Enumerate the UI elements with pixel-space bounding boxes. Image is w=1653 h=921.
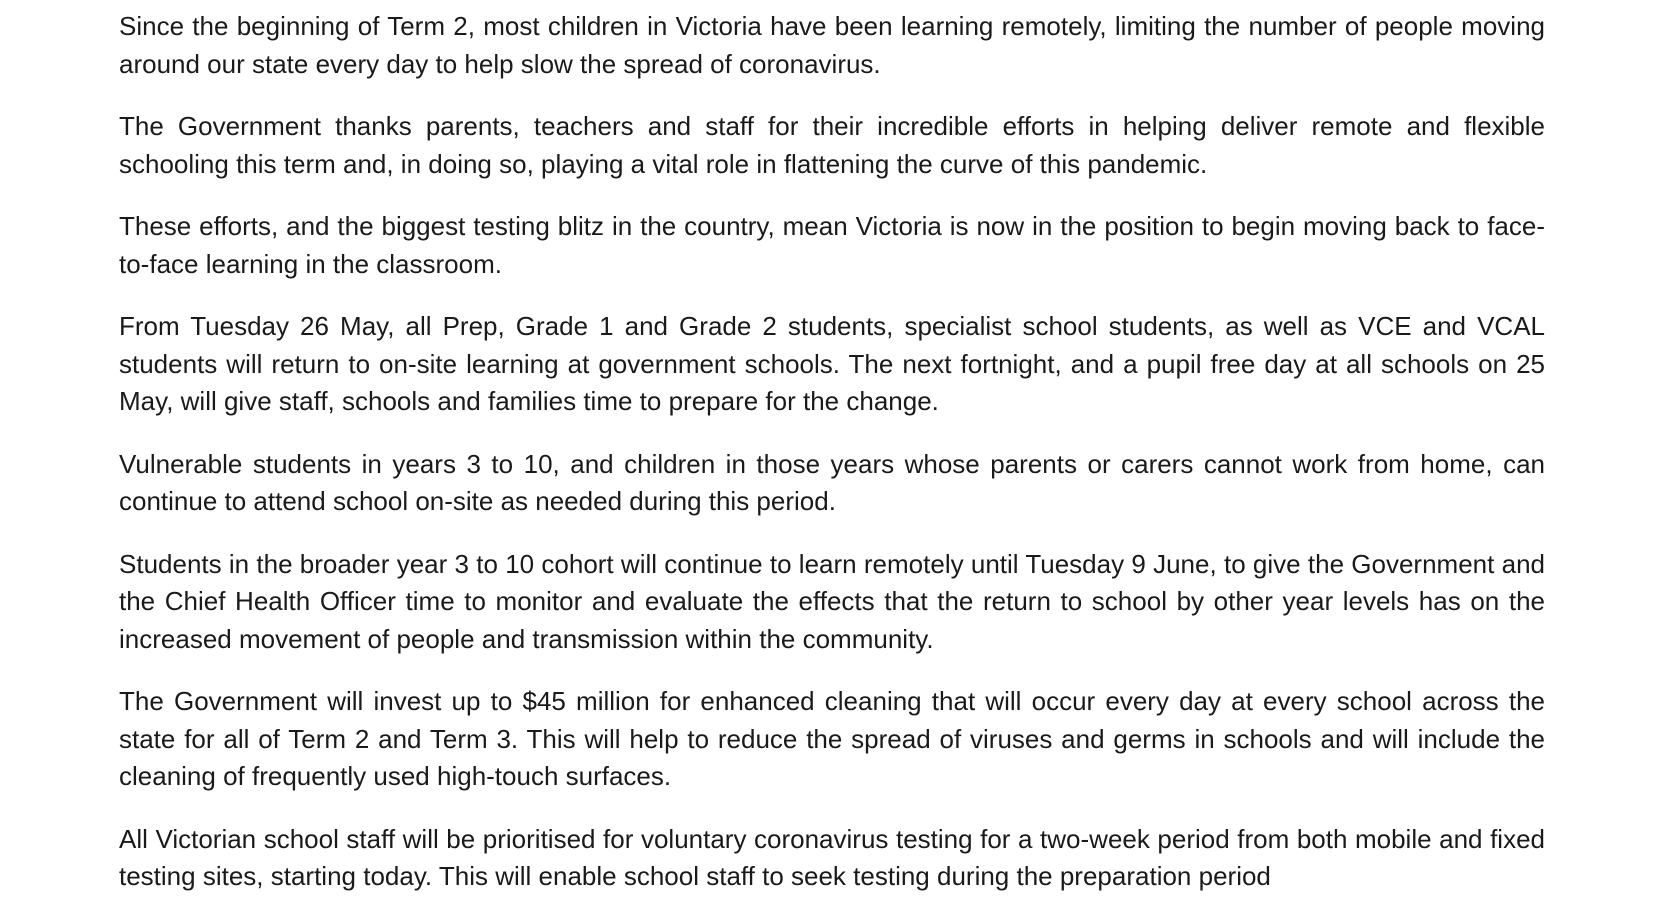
paragraph-term2-remote-learning: Since the beginning of Term 2, most children in Victoria have been learning remotely, limiting the number of people moving around our state every day to help slow the spread of coronavirus. (119, 11, 1545, 79)
paragraph-return-date: From Tuesday 26 May, all Prep, Grade 1 and Grade 2 students, specialist school students, as well as VCE and VCAL students will return to on-site learning at government schools. The next fortnight, and a pupil free day at all schools on 25 May, will give staff, schools and families time to prepare for the change. (119, 311, 1545, 416)
paragraph-testing-blitz: These efforts, and the biggest testing blitz in the country, mean Victoria is now in the position to begin moving back to face-to-face learning in the classroom. (119, 211, 1545, 279)
paragraph-vulnerable-students: Vulnerable students in years 3 to 10, and children in those years whose parents or carers cannot work from home, can continue to attend school on-site as needed during this period. (119, 448, 1545, 516)
document-body (119, 8, 1545, 921)
paragraph-enhanced-cleaning: The Government will invest up to $45 million for enhanced cleaning that will occur every day at every school across the state for all of Term 2 and Term 3. This will help to reduce the spread of viruses and germs in schools and will include the cleaning of frequently used high-touch surfaces. (119, 686, 1545, 791)
paragraph-government-thanks: The Government thanks parents, teachers and staff for their incredible efforts in helping deliver remote and flexible schooling this term and, in doing so, playing a vital role in flattening the curve of this pandemic. (119, 111, 1545, 179)
paragraph-remote-until-june: Students in the broader year 3 to 10 cohort will continue to learn remotely until Tuesday 9 June, to give the Government and the Chief Health Officer time to monitor and evaluate the effects that the return to school by other year levels has on the increased movement of people and transmission within the community. (119, 548, 1545, 654)
paragraph-staff-testing: All Victorian school staff will be prioritised for voluntary coronavirus testing for a two-week period from both mobile and fixed testing sites, starting today. This will enable school staff to seek testing during the preparation period (119, 823, 1545, 891)
